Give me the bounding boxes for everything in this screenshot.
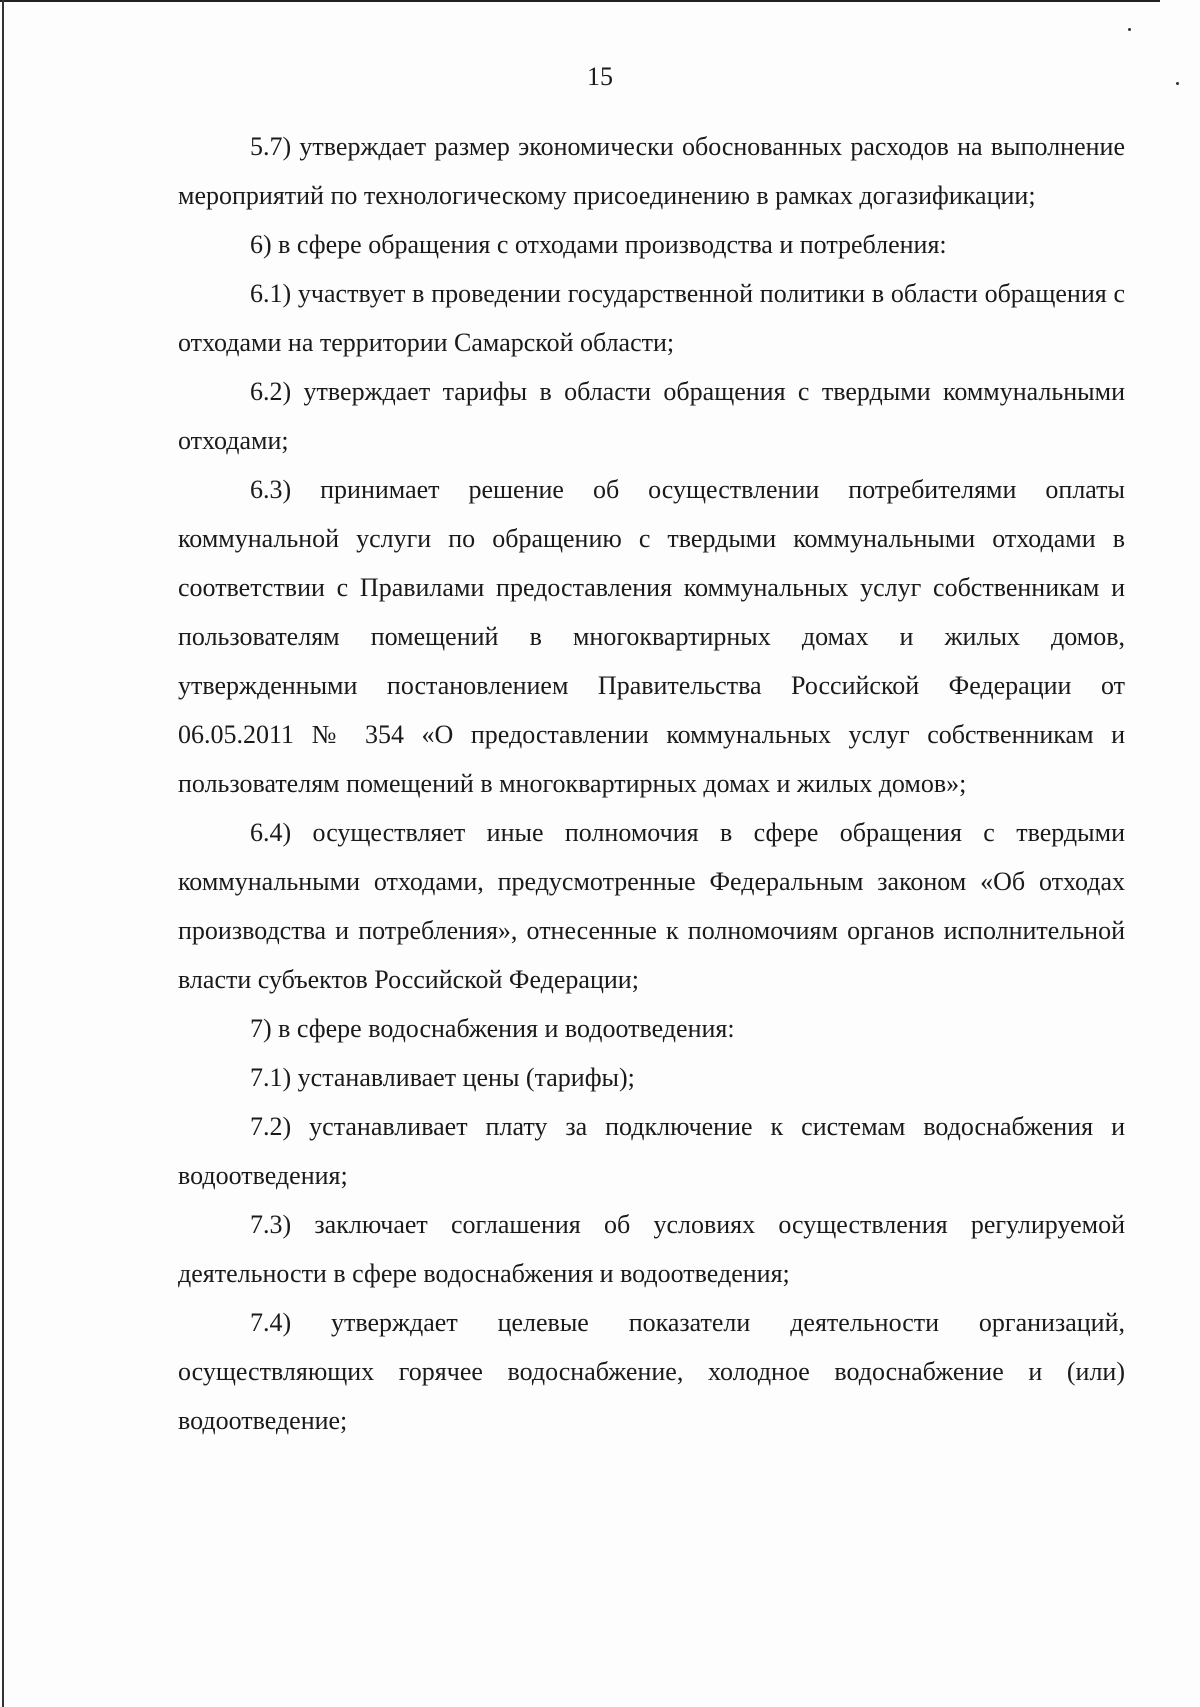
scan-edge-top <box>0 0 1160 2</box>
paragraph-7-1: 7.1) устанавливает цены (тарифы); <box>250 1063 635 1092</box>
scan-speck <box>1128 28 1131 31</box>
paragraph-7-3: 7.3) заключает соглашения об условиях осуществления регулируемой деятельности в сфере водоснабжения и водоотведения; <box>178 1210 1125 1288</box>
document-body <box>178 122 1125 1445</box>
page-number: 15 <box>587 62 613 91</box>
paragraph-7: 7) в сфере водоснабжения и водоотведения: <box>250 1014 735 1043</box>
paragraph-6-4: 6.4) осуществляет иные полномочия в сфере обращения с твердыми коммунальными отходами, предусмотренные Федеральным законом «Об отходах производства и потребления», отнесенные к полномочиям органов исполнительной власти субъектов Российской Федерации; <box>178 818 1125 994</box>
paragraph-5-7: 5.7) утверждает размер экономически обоснованных расходов на выполнение мероприятий по технологическому присоединению в рамках догазификации; <box>178 132 1125 210</box>
scan-edge-left <box>2 0 4 1707</box>
paragraph-7-4: 7.4) утверждает целевые показатели деятельности организаций, осуществляющих горячее водоснабжение, холодное водоснабжение и (или) водоотведение; <box>178 1308 1125 1435</box>
paragraph-6-3: 6.3) принимает решение об осуществлении потребителями оплаты коммунальной услуги по обращению с твердыми коммунальными отходами в соответствии с Правилами предоставления коммунальных услуг собственникам и пользователям помещений в многоквартирных домах и жилых домов, утвержденными постановлением Правительства Российской Федерации от 06.05.2011 № 354 «О предоставлении коммунальных услуг собственникам и пользователям помещений в многоквартирных домах и жилых домов»; <box>178 475 1125 798</box>
paragraph-7-2: 7.2) устанавливает плату за подключение к системам водоснабжения и водоотведения; <box>178 1112 1125 1190</box>
paragraph-6-2: 6.2) утверждает тарифы в области обращения с твердыми коммунальными отходами; <box>178 377 1125 455</box>
paragraph-6-1: 6.1) участвует в проведении государственной политики в области обращения с отходами на территории Самарской области; <box>178 279 1125 357</box>
paragraph-6: 6) в сфере обращения с отходами производства и потребления: <box>250 230 947 259</box>
